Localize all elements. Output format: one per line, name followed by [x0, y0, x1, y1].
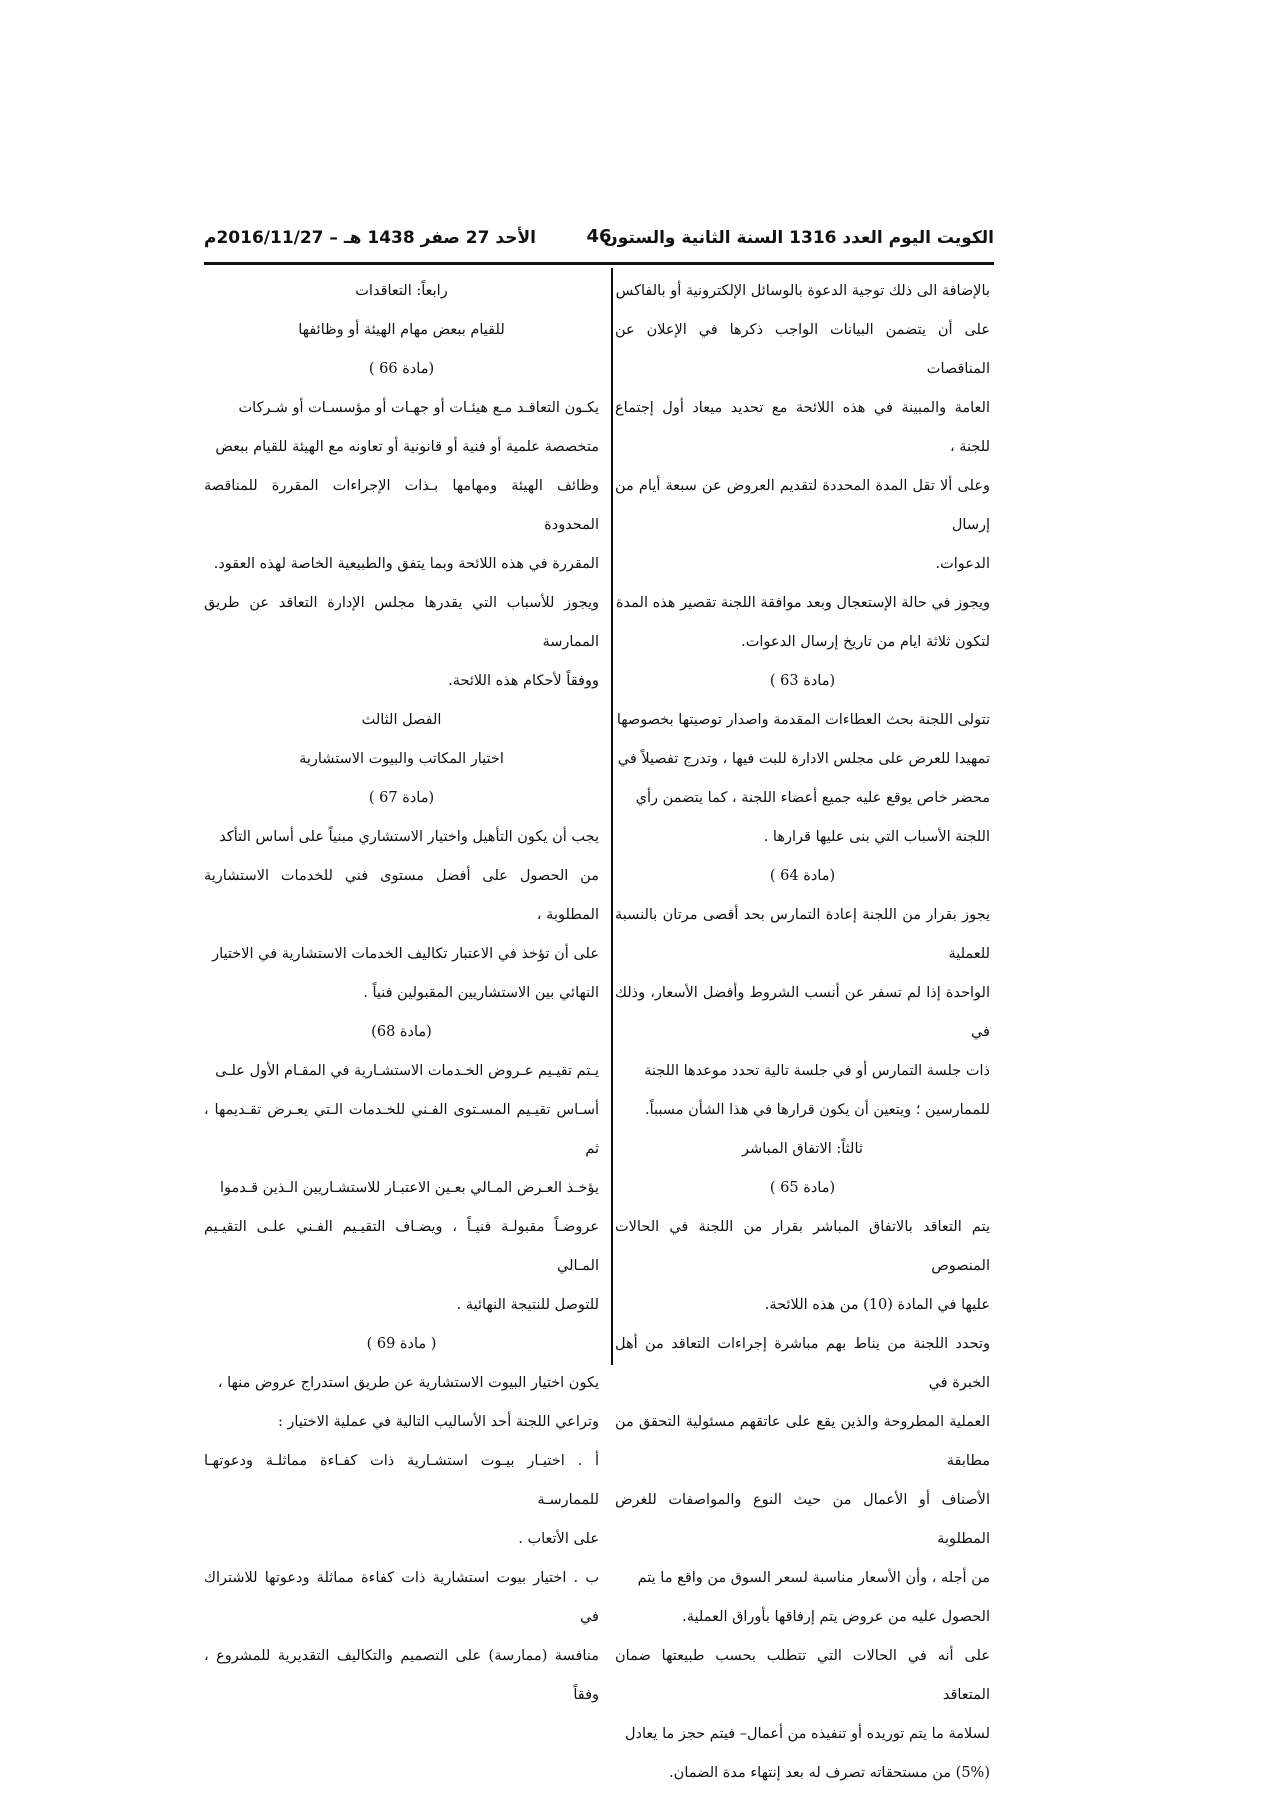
page-number: 46 — [586, 226, 612, 247]
section-heading: ( مادة 69 ) — [366, 1336, 437, 1352]
section-heading: (مادة 68) — [371, 1024, 432, 1040]
text-line: يجب أن يكون التأهيل واختيار الاستشاري مبنياً على أساس التأكد — [219, 829, 599, 845]
text-line: (5%) من مستحقاته تصرف له بعد إنتهاء مدة الضمان. — [669, 1765, 990, 1781]
text-line: الدعوات. — [935, 556, 990, 572]
section-heading: رابعاً: التعاقدات — [355, 283, 448, 299]
text-line: متخصصة علمية أو فنية أو قانونية أو تعاونه مع الهيئة للقيام ببعض — [215, 439, 599, 455]
section-heading: (مادة 67 ) — [368, 790, 435, 806]
text-line: وعلى ألا تقل المدة المحددة لتقديم العروض عن سبعة أيام من إرسال — [615, 478, 990, 533]
text-line: منافسة (ممارسة) على التصميم والتكاليف التقديرية للمشروع ، وفقاً — [204, 1648, 599, 1703]
page-header — [204, 226, 994, 256]
text-line: وتحدد اللجنة من يناط بهم مباشرة إجراءات التعاقد من أهل الخبرة في — [615, 1336, 990, 1391]
text-line: ويجوز في حالة الإستعجال وبعد موافقة اللجنة تقصير هذه المدة — [615, 595, 990, 611]
text-line: عليها في المادة (10) من هذه اللائحة. — [764, 1297, 990, 1313]
text-line: على أن تؤخذ في الاعتبار تكاليف الخدمات الاستشارية في الاختيار — [212, 946, 599, 962]
text-line: النهائي بين الاستشاريين المقبولين فنياً . — [363, 985, 599, 1001]
issue-date: الأحد 27 صفر 1438 هـ – 2016/11/27م — [204, 228, 536, 248]
section-heading: (مادة 66 ) — [368, 361, 435, 377]
text-line: من الحصول على أفضل مستوى فني للخدمات الاستشارية المطلوبة ، — [204, 868, 599, 923]
text-line: على أن يتضمن البيانات الواجب ذكرها في الإعلان عن المناقصات — [615, 322, 990, 377]
text-line: يـتم تقيـيم عـروض الخـدمات الاستشـارية في المقـام الأول علـى — [215, 1063, 599, 1079]
text-line: أسـاس تقيـيم المسـتوى الفـني للخـدمات الـتي يعـرض تقـديمها ، ثم — [204, 1102, 599, 1157]
text-line: على الأتعاب . — [518, 1531, 599, 1547]
text-line: ويجوز للأسباب التي يقدرها مجلس الإدارة التعاقد عن طريق الممارسة — [204, 595, 599, 650]
text-line: وتراعي اللجنة أحد الأساليب التالية في عملية الاختيار : — [277, 1414, 599, 1430]
section-heading: الفصل الثالث — [361, 712, 442, 728]
text-line: وظائف الهيئة ومهامها بـذات الإجراءات المقررة للمناقصة المحدودة — [204, 478, 599, 533]
text-line: من أجله ، وأن الأسعار مناسبة لسعر السوق من واقع ما يتم — [637, 1570, 990, 1586]
text-line: يكـون التعاقـد مـع هيئـات أو جهـات أو مؤسسـات أو شـركات — [238, 400, 599, 416]
text-line: لسلامة ما يتم توريده أو تنفيذه من أعمال– فيتم حجز ما يعادل — [625, 1726, 990, 1742]
text-line: يؤخـذ العـرض المـالي بعـين الاعتبـار للاستشـاريين الـذين قـدموا — [220, 1180, 599, 1196]
right-text-column — [615, 272, 990, 1793]
text-line: اللجنة الأسباب التي بنى عليها قرارها . — [763, 829, 990, 845]
text-line: العامة والمبينة في هذه اللائحة مع تحديد ميعاد أول إجتماع للجنة ، — [615, 400, 990, 455]
text-line: أ . اختيـار بيـوت استشـارية ذات كفـاءة مماثلـة ودعوتهـا للممارسـة — [204, 1453, 599, 1508]
section-heading: ثالثاً: الاتفاق المباشر — [742, 1141, 863, 1157]
text-line: يتم التعاقد بالاتفاق المباشر بقرار من اللجنة في الحالات المنصوص — [615, 1219, 990, 1274]
text-line: يكون اختيار البيوت الاستشارية عن طريق استدراج عروض منها ، — [217, 1375, 599, 1391]
text-line: ووفقاً لأحكام هذه اللائحة. — [448, 673, 599, 689]
text-line: لتكون ثلاثة ايام من تاريخ إرسال الدعوات. — [741, 634, 990, 650]
section-heading: (مادة 64 ) — [769, 868, 836, 884]
left-text-column — [204, 272, 599, 1715]
text-line: الحصول عليه من عروض يتم إرفاقها بأوراق العملية. — [682, 1609, 990, 1625]
text-line: الواحدة إذا لم تسفر عن أنسب الشروط وأفضل الأسعار، وذلك في — [615, 985, 990, 1040]
text-line: للممارسين ؛ ويتعين أن يكون قرارها في هذا الشأن مسبباً. — [645, 1102, 990, 1118]
text-line: محضر خاص يوقع عليه جميع أعضاء اللجنة ، كما يتضمن رأي — [635, 790, 990, 806]
text-line: تتولى اللجنة بحث العطاءات المقدمة واصدار توصيتها بخصوصها — [616, 712, 990, 728]
text-line: المقررة في هذه اللائحة وبما يتفق والطبيعية الخاصة لهذه العقود. — [213, 556, 599, 572]
text-line: عروضـاً مقبولـة فنيـاً ، ويضـاف التقيـيم الفـني علـى التقيـيم المـالي — [204, 1219, 599, 1274]
text-line: الأصناف أو الأعمال من حيث النوع والمواصفات للغرض المطلوبة — [615, 1492, 990, 1547]
column-divider — [611, 268, 613, 1365]
header-divider — [204, 262, 994, 265]
text-line: العملية المطروحة والذين يقع على عاتقهم مسئولية التحقق من مطابقة — [615, 1414, 990, 1469]
text-line: يجوز بقرار من اللجنة إعادة التمارس بحد أقصى مرتان بالنسبة للعملية — [615, 907, 990, 962]
text-line: للتوصل للنتيجة النهائية . — [456, 1297, 599, 1313]
text-line: ذات جلسة التمارس أو في جلسة تالية تحدد موعدها اللجنة — [644, 1063, 990, 1079]
text-line: بالإضافة الى ذلك توجية الدعوة بالوسائل الإلكترونية أو بالفاكس — [615, 283, 990, 299]
text-line: على أنه في الحالات التي تتطلب بحسب طبيعتها ضمان المتعاقد — [615, 1648, 990, 1703]
text-line: ب . اختيار بيوت استشارية ذات كفاءة مماثلة ودعوتها للاشتراك في — [204, 1570, 599, 1625]
section-heading: اختيار المكاتب والبيوت الاستشارية — [299, 751, 504, 767]
gazette-issue-info: الكويت اليوم العدد 1316 السنة الثانية والستون — [603, 228, 994, 248]
section-heading: (مادة 63 ) — [769, 673, 836, 689]
section-heading: للقيام ببعض مهام الهيئة أو وظائفها — [298, 322, 505, 338]
text-line: تمهيدا للعرض على مجلس الادارة للبت فيها ، وتدرج تفصيلاً في — [617, 751, 990, 767]
section-heading: (مادة 65 ) — [769, 1180, 836, 1196]
